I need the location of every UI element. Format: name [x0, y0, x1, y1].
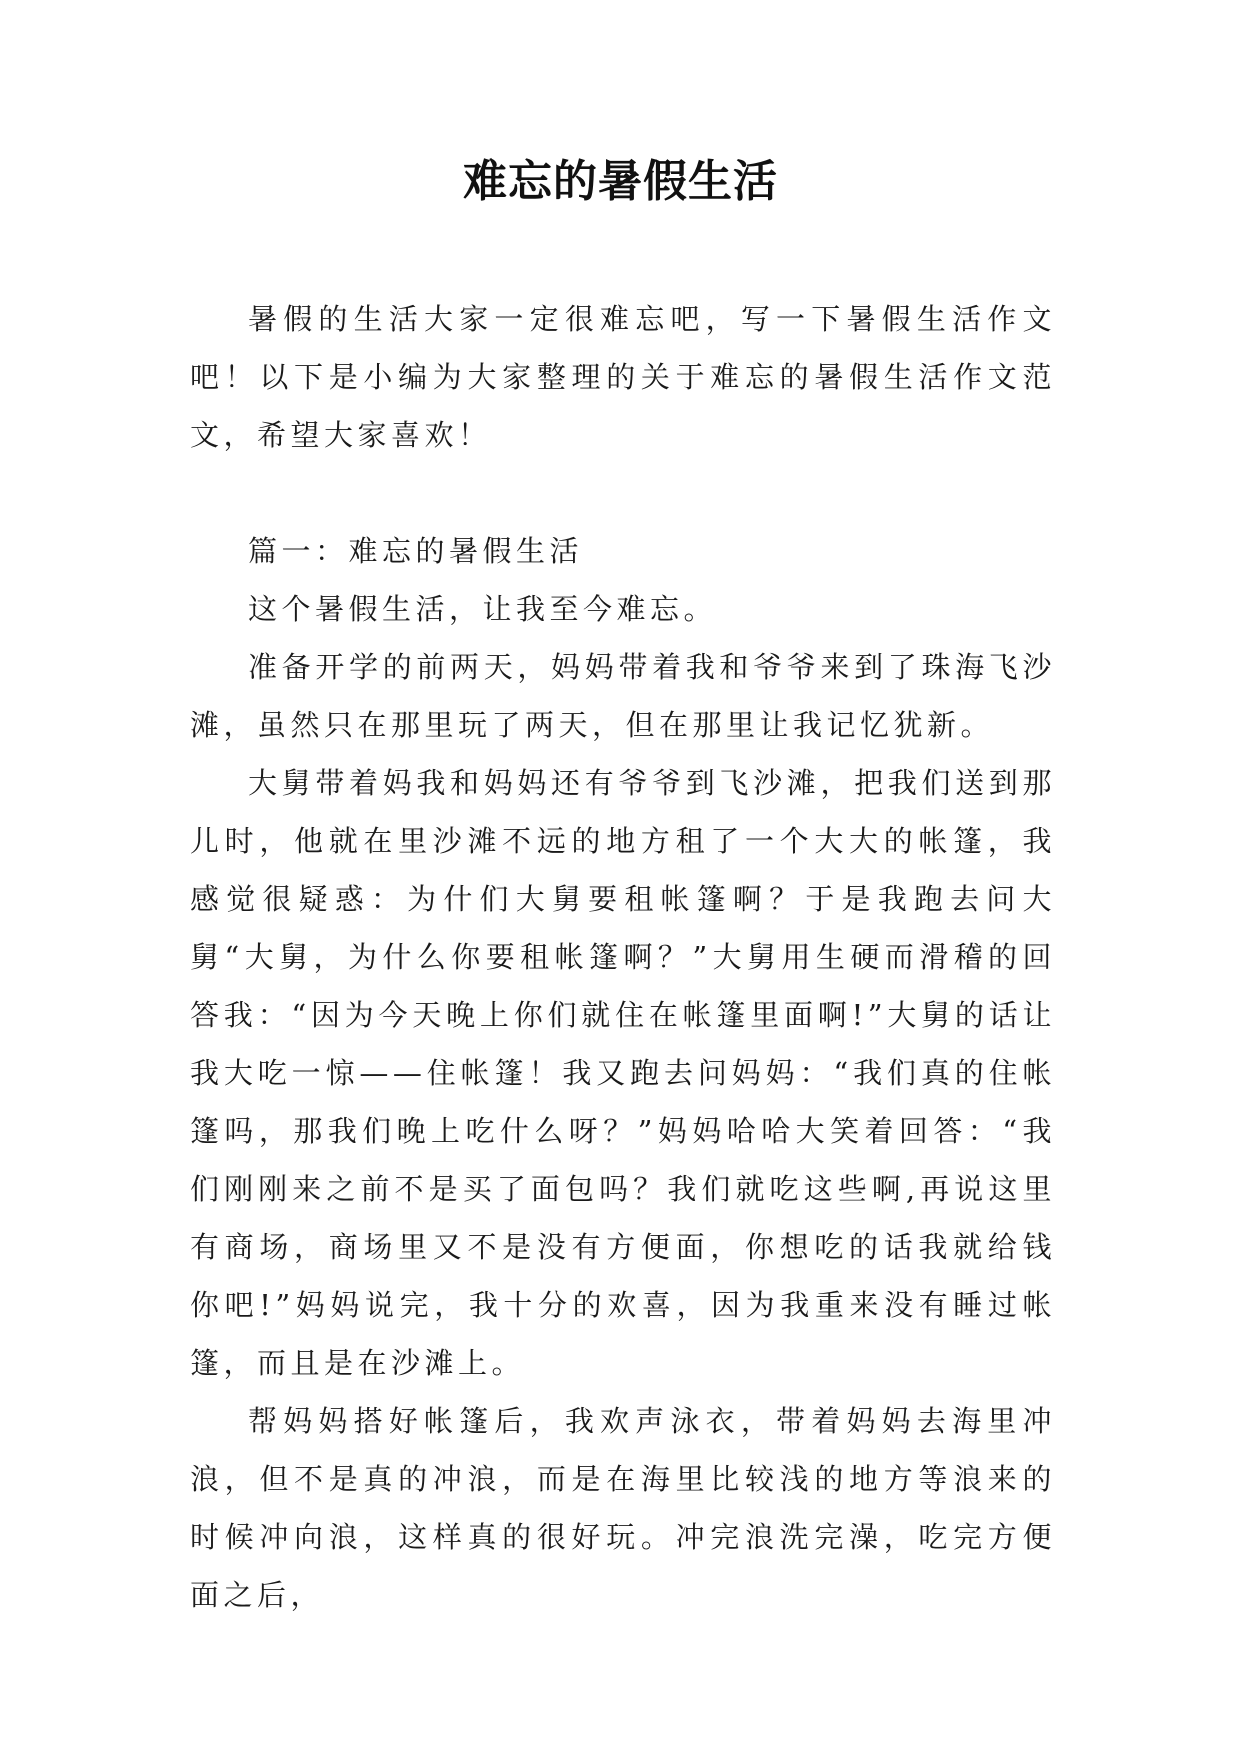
paragraph: 大舅带着妈我和妈妈还有爷爷到飞沙滩，把我们送到那儿时，他就在里沙滩不远的地方租了一个大大的帐篷，我感觉很疑惑：为什们大舅要租帐篷啊？于是我跑去问大舅“大舅，为什么你要租帐篷啊？”大舅用生硬而滑稽的回答我：“因为今天晚上你们就住在帐篷里面啊!”大舅的话让我大吃一惊——住帐篷！我又跑去问妈妈：“我们真的住帐篷吗，那我们晚上吃什么呀？”妈妈哈哈大笑着回答：“我们刚刚来之前不是买了面包吗？我们就吃这些啊,再说这里有商场，商场里又不是没有方便面，你想吃的话我就给钱你吧!”妈妈说完，我十分的欢喜，因为我重来没有睡过帐篷，而且是在沙滩上。	[190, 766, 1056, 1380]
paragraph: 这个暑假生活，让我至今难忘。	[248, 592, 718, 626]
document-title: 难忘的暑假生活	[463, 156, 778, 207]
section-heading: 篇一：难忘的暑假生活	[248, 534, 584, 568]
intro-paragraph: 暑假的生活大家一定很难忘吧，写一下暑假生活作文吧！以下是小编为大家整理的关于难忘的暑假生活作文范文，希望大家喜欢！	[190, 302, 1056, 452]
paragraph: 帮妈妈搭好帐篷后，我欢声泳衣，带着妈妈去海里冲浪，但不是真的冲浪，而是在海里比较浅的地方等浪来的时候冲向浪，这样真的很好玩。冲完浪洗完澡，吃完方便面之后，	[190, 1404, 1056, 1612]
paragraph: 准备开学的前两天，妈妈带着我和爷爷来到了珠海飞沙滩，虽然只在那里玩了两天，但在那里让我记忆犹新。	[190, 650, 1056, 742]
document-body	[190, 290, 1056, 1624]
